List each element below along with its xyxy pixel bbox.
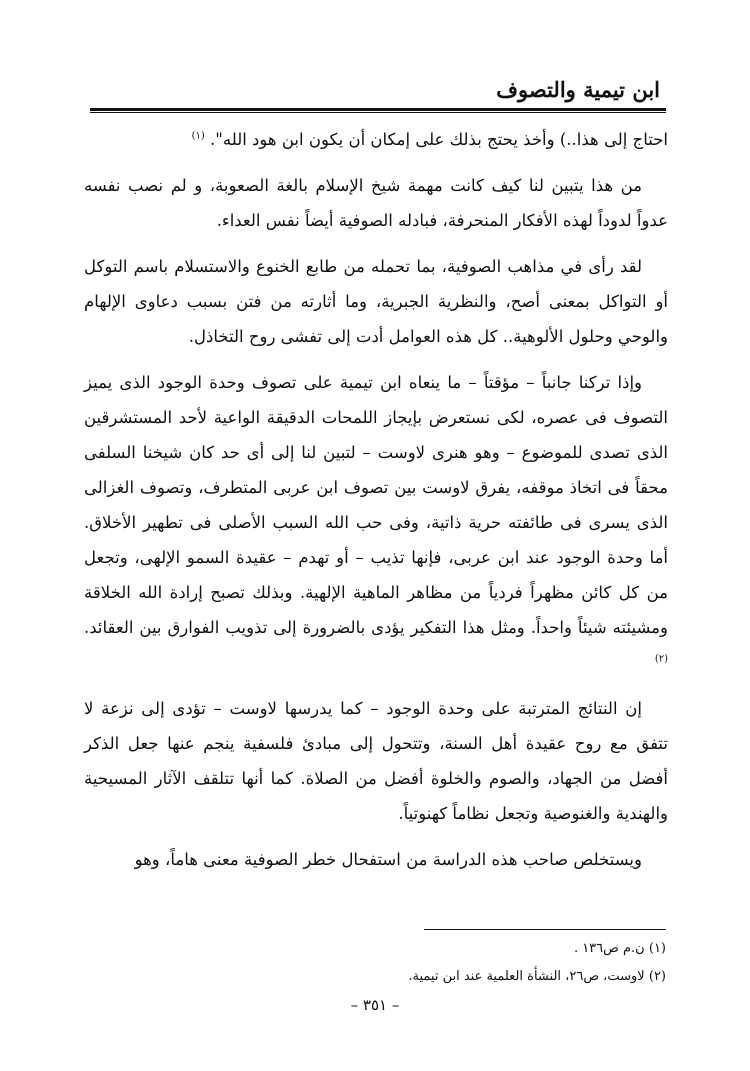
- paragraph-1: [84, 122, 668, 157]
- page-number: – ٣٥١ –: [350, 996, 400, 1014]
- footnotes: [82, 935, 666, 991]
- paragraph-1-text: احتاج إلى هذا..) وأخذ يحتج بذلك على إمكان أن يكون ابن هود الله".: [204, 130, 668, 149]
- footnote-1: (١) ن.م ص١٣٦ .: [573, 941, 666, 956]
- paragraph-2: [84, 168, 668, 238]
- footnote-ref-1: (١): [191, 130, 205, 142]
- paragraph-6-text: ويستخلص صاحب هذه الدراسة من استفحال خطر الصوفية معنى هاماً، وهو: [134, 850, 642, 869]
- paragraph-4: [84, 365, 668, 680]
- footnote-ref-2: (٢): [654, 653, 668, 665]
- running-header-title: ابن تيمية والتصوف: [496, 77, 660, 102]
- paragraph-6: [84, 842, 668, 877]
- paragraph-3-text: لقد رأى في مذاهب الصوفية، بما تحمله من طابع الخنوع والاستسلام باسم التوكل أو التواكل بمعنى أصح، والنظرية الجبرية، وما أثارته من فتن بسبب دعاوى الإلهام والوحي وحلول الألوهية.. كل هذه العوامل أدت إلى تفشى روح التخاذل.: [84, 257, 668, 346]
- footnote-2: (٢) لاوست، ص٢٦، النشأة العلمية عند ابن تيمية.: [408, 969, 666, 984]
- paragraph-2-text: من هذا يتبين لنا كيف كانت مهمة شيخ الإسلام بالغة الصعوبة، و لم نصب نفسه عدواً لدوداً لهذه الأفكار المنحرفة، فبادله الصوفية أيضاً نفس العداء.: [84, 176, 668, 230]
- paragraph-4-text: وإذا تركنا جانباً – مؤقتاً – ما ينعاه ابن تيمية على تصوف وحدة الوجود الذى يميز التصوف فى عصره، لكى نستعرض بإيجاز اللمحات الدقيقة الواعية لأحد المستشرقين الذى تصدى للموضوع – وهو هنرى لاوست – لتبين لنا إلى أى حد كان شيخنا السلفى محقاً فى اتخاذ موقفه، يفرق لاوست بين تصوف ابن عربى المتطرف، وتصوف الغزالى الذى يسرى فى طائفته حرية ذاتية، وفى حب الله السبب الأصلى فى تطهير الأخلاق. أما وحدة الوجود عند ابن عربى، فإنها تذيب – أو تهدم – عقيدة السمو الإلهى، وتجعل من كل كائن مظهراً فردياً من مظاهر الماهية الإلهية. وبذلك تصبح إرادة الله الخلاقة ومشيئته شيئاً واحداً. ومثل هذا التفكير يؤدى بالضرورة إلى تذويب الفوارق بين العقائد.: [84, 373, 668, 637]
- body-text: [84, 122, 668, 888]
- paragraph-5: [84, 691, 668, 831]
- header-rule: [90, 108, 666, 111]
- paragraph-5-text: إن النتائج المترتبة على وحدة الوجود – كما يدرسها لاوست – تؤدى إلى نزعة لا تتفق مع روح عقيدة أهل السنة، وتتحول إلى مبادئ فلسفية ينجم عنها جعل الذكر أفضل من الجهاد، والصوم والخلوة أفضل من الصلاة. كما أنها تتلقف الآثار المسيحية والهندية والغنوصية وتجعل نظاماً كهنوتياً.: [84, 699, 668, 823]
- footnote-rule: [424, 929, 666, 930]
- paragraph-3: [84, 249, 668, 354]
